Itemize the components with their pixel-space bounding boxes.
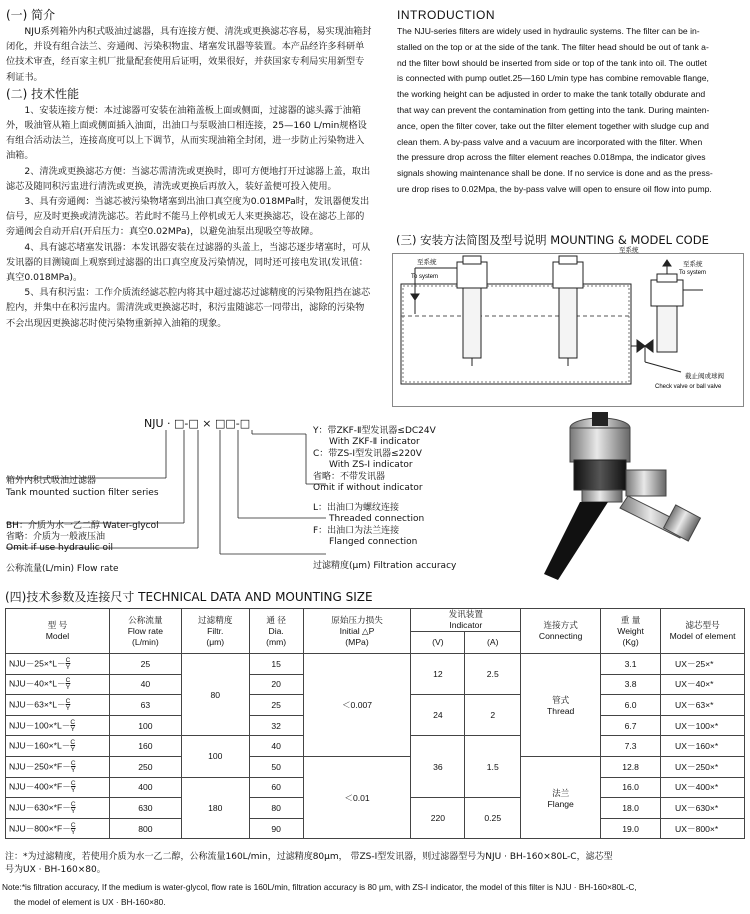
intro-en-line: stalled on the top or at the side of the tank. The filter head should be out of tank a- (397, 41, 709, 52)
product-photo (538, 410, 728, 586)
indicator-option (66, 657, 71, 671)
cell-weight: 6.0 (601, 695, 661, 716)
cell-dia: 20 (249, 674, 303, 695)
th-flow-cn: 公称流量 (128, 614, 163, 625)
cell-flow: 800 (109, 818, 181, 839)
th-elem-en: Model of element (669, 631, 736, 641)
label-omit-en: Omit if use hydraulic oil (6, 543, 114, 553)
cell-flow: 40 (109, 674, 181, 695)
conn-cn: 法兰 (552, 787, 570, 798)
perf-item-2: 2、清洗或更换滤芯方便：当滤芯需清洗或更换时，即可方便地打开过滤器上盖，取出滤芯及随同积污盅进行清洗或更换，清洗或更换后再放入，装好盖便可投入使用。 (6, 165, 371, 192)
intro-cn-title: (一) 简介 (6, 8, 56, 22)
cell-dia: 90 (249, 818, 303, 839)
cell-model (6, 756, 110, 777)
note-cn-2: 号为UX · BH-160×80。 (5, 865, 106, 875)
l-en: Threaded connection (329, 514, 425, 524)
th-dia-en: Dia. (268, 625, 284, 636)
y-en: With ZKF-Ⅱ indicator (329, 437, 420, 447)
indicator-option (71, 780, 76, 794)
label-tank-cn: 箱外内积式吸油过滤器 (6, 476, 97, 486)
indicator-option (66, 677, 71, 691)
option-y: Y (70, 725, 75, 733)
f-en: Flanged connection (329, 537, 418, 547)
model-name: NJU－250×*F－ (9, 761, 71, 772)
option-c: C (70, 821, 76, 829)
model-code-diagram (6, 418, 476, 578)
cell-dia: 50 (249, 756, 303, 777)
option-y: Y (71, 828, 76, 836)
cell-ind-a: 0.25 (465, 798, 521, 839)
omit-ind-en: Omit if without indicator (313, 483, 423, 493)
note-en-1: Note:*is filtration accuracy, If the medium is water-glycol, flow rate is 160L/min, filtration accuracy is 80 μm, with ZS-I indicator, the model of this filter is NJU · BH-160×80L-C, (2, 882, 637, 892)
th-filtr-cn: 过滤精度 (198, 614, 233, 625)
cell-weight: 12.8 (601, 756, 661, 777)
option-c: C (70, 739, 76, 747)
cell-ind-v: 12 (411, 654, 465, 695)
left-column (6, 8, 372, 331)
cell-elem: UX－630×* (661, 798, 745, 819)
option-y: Y (71, 766, 76, 774)
mounting-diagram-svg (393, 246, 743, 406)
intro-en-line: The NJU-series filters are widely used in hydraulic systems. The filter can be in- (397, 26, 700, 36)
conn-cn: 管式 (552, 694, 570, 705)
check-valve-en: Check valve or ball valve (655, 384, 722, 390)
model-name: NJU－630×*F－ (9, 802, 71, 813)
intro-en-line: the working height can be adjusted in order to make the tank totally obdurate and (397, 89, 706, 100)
option-y: Y (65, 684, 71, 692)
th-conn-en: Connecting (538, 631, 583, 641)
perf-item-4: 4、具有滤芯堵塞发讯器：本发讯器安装在过滤器的头盖上，当滤芯逐步堵塞时，可从发讯器的目测镜面上观察到过滤器的出口真空度及污染情况，同时还可接电发讯(发讯值：真空0.018MPa)。 (6, 241, 371, 284)
th-filtr-en: Filtr. (207, 625, 224, 636)
model-name: NJU－25×*L－ (9, 658, 66, 669)
model-name: NJU－100×*L－ (9, 719, 71, 730)
to-system-cn-1: 至系统 (417, 258, 437, 266)
cell-dia: 40 (249, 736, 303, 757)
cell-elem: UX－160×* (661, 736, 745, 757)
mounting-diagram (392, 246, 744, 407)
cell-model (6, 777, 110, 798)
intro-en-line: that way can prevent the contamination from getting into the tank. During mainten- (397, 104, 710, 115)
perf-item-5: 5、具有积污盅：工作介质流经滤芯腔内将其中超过滤芯过滤精度的污染物阻挡在滤芯腔内，并集中在积污盅内。需清洗或更换滤芯时，积污盅随滤芯一同带出，滤除的污染物不会出现因更换滤芯时使污染物重新掉入油箱的现象。 (6, 287, 371, 329)
tech-table (5, 608, 745, 839)
right-column (397, 8, 742, 198)
cell-dia: 25 (249, 695, 303, 716)
cell-filtr: 100 (181, 736, 249, 777)
cell-conn (521, 756, 601, 838)
th-dp-cn: 原始压力损失 (331, 614, 383, 625)
th-filtr (181, 609, 249, 654)
cell-elem: UX－250×* (661, 756, 745, 777)
cell-filtr: 80 (181, 654, 249, 736)
intro-en-line: ance, open the filter cover, take out the filter element together with sludge cup and (397, 120, 709, 131)
th-model (6, 609, 110, 654)
cell-weight: 7.3 (601, 736, 661, 757)
cell-model (6, 736, 110, 757)
cell-ind-v: 24 (411, 695, 465, 736)
filter-product-illustration (538, 410, 728, 586)
th-elem-cn: 滤芯型号 (685, 620, 720, 630)
label-omit-cn: 省略：介质为一般液压油 (6, 532, 106, 542)
note-en-2: the model of element is UX · BH-160×80. (14, 897, 166, 907)
option-c: C (65, 697, 71, 705)
cell-elem: UX－400×* (661, 777, 745, 798)
th-conn-cn: 连接方式 (543, 620, 578, 630)
indicator-option (71, 760, 76, 774)
accuracy-label: 过滤精度(μm) Filtration accuracy (313, 561, 457, 571)
th-conn (521, 609, 601, 654)
model-code: NJU · □-□ × □□-□ (144, 417, 251, 430)
cell-model (6, 654, 110, 675)
cell-flow: 63 (109, 695, 181, 716)
conn-en: Flange (547, 798, 574, 809)
th-weight-en: Weight (617, 625, 644, 636)
th-dp (303, 609, 411, 654)
omit-ind-cn: 省略：不带发讯器 (313, 472, 386, 482)
cell-flow: 100 (109, 715, 181, 736)
cell-ind-a: 2.5 (465, 654, 521, 695)
cell-weight: 18.0 (601, 798, 661, 819)
cell-elem: UX－100×* (661, 715, 745, 736)
to-system-en-3: To system (679, 270, 707, 276)
table-row (6, 756, 745, 777)
model-name: NJU－800×*F－ (9, 822, 71, 833)
cell-dp: ＜0.007 (303, 654, 411, 757)
to-system-cn-3: 至系统 (683, 260, 703, 268)
to-system-en-1: To system (411, 274, 439, 280)
label-bh: BH：介质为水一乙二醇 Water-glycol (6, 521, 159, 531)
tech-table-wrap (5, 608, 745, 839)
th-ind-en: Indicator (449, 620, 483, 630)
table-row (6, 654, 745, 675)
indicator-option (70, 719, 75, 733)
cell-weight: 3.1 (601, 654, 661, 675)
cell-model (6, 818, 110, 839)
perf-cn-title: (二) 技术性能 (6, 86, 80, 101)
option-y: Y (65, 704, 71, 712)
y-cn: Y：带ZKF-Ⅱ型发讯器≤DC24V (313, 426, 436, 436)
label-tank-en: Tank mounted suction filter series (6, 488, 159, 498)
c-en: With ZS-Ⅰ indicator (329, 460, 413, 470)
cell-elem: UX－63×* (661, 695, 745, 716)
mounting-title: (三) 安装方法简图及型号说明 MOUNTING & MODEL CODE (396, 233, 709, 247)
intro-cn-body: NJU系列箱外内积式吸油过滤器，具有连接方便、清洗或更换滤芯容易，易实现油箱封闭化，并设有组合法兰、旁通阀、污染积物盅、堵塞发讯器等装置。本产品经许多科研单位技术审查，经百家主机厂批量配套使用后证明，效果很好，并获国家专利局实用新型专利证书。 (6, 26, 372, 83)
indicator-option (70, 739, 75, 753)
cell-dia: 80 (249, 798, 303, 819)
cell-weight: 3.8 (601, 674, 661, 695)
cell-flow: 250 (109, 756, 181, 777)
th-dia-unit: (mm) (266, 636, 287, 647)
cell-filtr: 180 (181, 777, 249, 839)
tech-title: (四)技术参数及连接尺寸 TECHNICAL DATA AND MOUNTING SIZE (5, 590, 373, 604)
c-cn: C：带ZS-Ⅰ型发讯器≤220V (313, 449, 422, 459)
cell-flow: 630 (109, 798, 181, 819)
intro-en-line: the pressure drop across the filter element reaches 0.018mpa, the indicator gives (397, 152, 706, 163)
th-flow-en: Flow rate (127, 625, 164, 636)
th-weight-cn: 重 量 (620, 614, 641, 625)
th-flow-unit: (L/min) (131, 636, 159, 647)
th-model-en: Model (45, 631, 70, 641)
th-elem (661, 609, 745, 654)
option-y: Y (71, 787, 76, 795)
intro-en-line: ure drop rises to 0.02Mpa, the by-pass valve will open to ensure oil flow into pump. (397, 183, 712, 194)
indicator-option (71, 801, 76, 815)
option-c: C (70, 759, 76, 767)
th-dia (249, 609, 303, 654)
tech-table-body (6, 654, 745, 839)
intro-en-body (397, 24, 742, 198)
intro-en-line: signals showing maintenance shall be done. If no service is done and as the press- (397, 168, 713, 179)
perf-item-1: 1、安装连接方便：本过滤器可安装在油箱盖板上面或侧面，过滤器的滤头露于油箱外，吸油管从箱上面或侧面插入油面，出油口与泵吸油口相连接，25—160 L/min规格设有组合活动法兰，连接高度可以上下调节，从而实现油箱全封闭，进一步防止污染物进入油箱。 (6, 104, 367, 162)
perf-item-3: 3、具有旁通阀：当滤芯被污染物堵塞到出油口真空度为0.018MPa时，发讯器便发出信号，应及时更换或清洗滤芯。若此时不能马上停机或无人来更换滤芯，设在滤芯上部的旁通阀会自动开启(开启压力：真空0.02MPa)，以避免油泵出现吸空等故障。 (6, 196, 370, 238)
option-y: Y (70, 746, 75, 754)
option-c: C (70, 780, 76, 788)
check-valve-cn: 截止阀或球阀 (685, 372, 724, 380)
cell-ind-a: 2 (465, 695, 521, 736)
indicator-option (71, 822, 76, 836)
option-y: Y (65, 663, 71, 671)
th-dp-en: Initial △P (339, 625, 375, 636)
cell-model (6, 674, 110, 695)
cell-flow: 160 (109, 736, 181, 757)
cell-dia: 15 (249, 654, 303, 675)
option-c: C (70, 800, 76, 808)
option-y: Y (71, 807, 76, 815)
cell-dia: 32 (249, 715, 303, 736)
option-c: C (70, 718, 76, 726)
cell-ind-v: 220 (411, 798, 465, 839)
model-name: NJU－40×*L－ (9, 678, 66, 689)
th-flow (109, 609, 181, 654)
cell-weight: 16.0 (601, 777, 661, 798)
cell-ind-v: 36 (411, 736, 465, 798)
cell-model (6, 695, 110, 716)
th-ind-cn: 发讯装置 (448, 609, 483, 619)
th-ind-v: (V) (411, 632, 465, 654)
f-cn: F：出油口为法兰连接 (313, 526, 400, 536)
cell-elem: UX－40×* (661, 674, 745, 695)
option-c: C (65, 677, 71, 685)
th-filtr-unit: (μm) (206, 636, 225, 647)
th-weight-unit: (Kg) (622, 636, 639, 647)
indicator-option (66, 698, 71, 712)
th-ind-a: (A) (465, 632, 521, 654)
cell-conn (521, 654, 601, 757)
cell-dp: ＜0.01 (303, 756, 411, 838)
cell-weight: 19.0 (601, 818, 661, 839)
th-indicator (411, 609, 521, 632)
cell-flow: 400 (109, 777, 181, 798)
intro-en-line: nd the filter bowl should be inserted from side or top of the tank into oil. The outlet (397, 57, 707, 68)
cell-model (6, 798, 110, 819)
th-dp-unit: (MPa) (345, 636, 369, 647)
model-name: NJU－160×*L－ (9, 740, 71, 751)
label-flow: 公称流量(L/min) Flow rate (6, 564, 119, 574)
th-dia-cn: 通 径 (266, 614, 286, 625)
cell-weight: 6.7 (601, 715, 661, 736)
th-model-cn: 型 号 (47, 620, 68, 630)
cell-dia: 60 (249, 777, 303, 798)
l-cn: L：出油口为螺纹连接 (313, 503, 400, 513)
intro-en-line: clean them. A by-pass valve and a vacuum are incorporated with the filter. When (397, 136, 703, 147)
note-cn-1: 注：*为过滤精度，若使用介质为水一乙二醇，公称流量160L/min，过滤精度80μm， 带ZS-Ⅰ型发讯器，则过滤器型号为NJU · BH-160×80L-C，滤芯型 (5, 852, 613, 862)
cell-elem: UX－800×* (661, 818, 745, 839)
to-system-cn-2: 至系统 (619, 246, 639, 254)
model-name: NJU－63×*L－ (9, 699, 66, 710)
conn-en: Thread (547, 705, 575, 716)
option-c: C (65, 656, 71, 664)
intro-en-title: INTRODUCTION (397, 8, 495, 22)
cell-ind-a: 1.5 (465, 736, 521, 798)
cell-model (6, 715, 110, 736)
cell-elem: UX－25×* (661, 654, 745, 675)
cell-flow: 25 (109, 654, 181, 675)
model-name: NJU－400×*F－ (9, 781, 71, 792)
th-weight (601, 609, 661, 654)
intro-en-line: is connected with pump outlet.25—160 L/min type has combine removable flange, (397, 73, 709, 84)
